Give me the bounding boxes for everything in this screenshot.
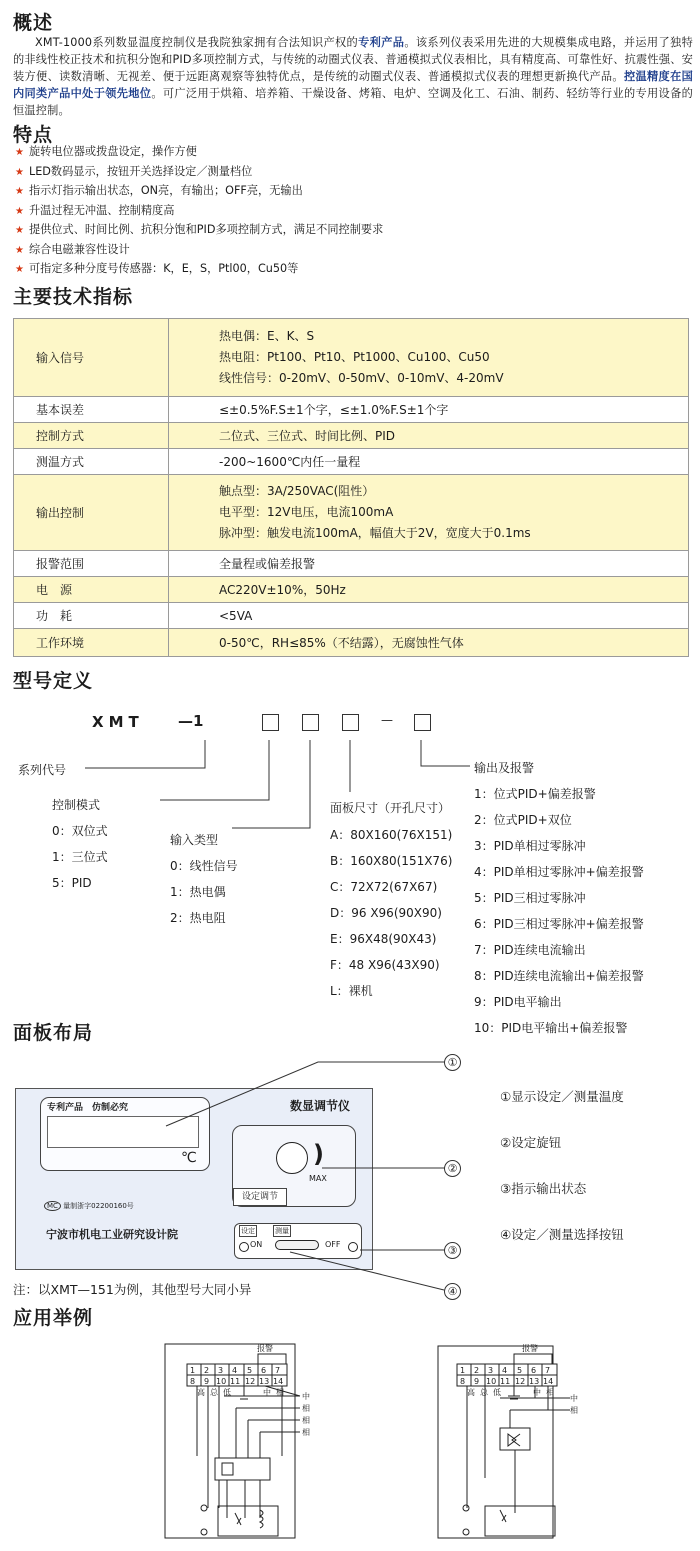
overview-paragraph: XMT-1000系列数显温度控制仪是我院独家拥有合法知识产权的专利产品。该系列仪表采用先进的大规模集成电路，并运用了独特的非线性校正技术和抗积分饱和PID多项控制方式，与传统的动圈式仪表、普通模拟式仪表相比，具有精度高、可靠性好、抗震性强、安装方便、读数清晰、无视差、便于远距离观察等独特优点，是传统的动圈式仪表、普通模拟式仪表的理想更新换代产品。控温精度在国内同类产品中处于领先地位。可广泛用于烘箱、培养箱、干燥设备、烤箱、电炉、空调及化工、石油、制药、轻纺等行业的专用设备的恒温控制。 bbox=[13, 36, 694, 117]
model-code-dash: —1 bbox=[178, 712, 204, 730]
knob-label: 设定调节 bbox=[233, 1188, 287, 1206]
mc-icon: MC bbox=[44, 1201, 61, 1211]
contactor-box bbox=[215, 1458, 270, 1480]
callout-line-1 bbox=[166, 1062, 444, 1126]
terminal-number: 9 bbox=[474, 1377, 480, 1386]
knob-arc-icon: ) bbox=[313, 1140, 324, 1168]
legend-item: ②设定旋钮 bbox=[500, 1135, 562, 1150]
callout-marker: ④ bbox=[444, 1283, 461, 1300]
terminal-number: 10 bbox=[486, 1377, 497, 1386]
star-icon: ★ bbox=[15, 244, 24, 256]
table-row bbox=[14, 577, 689, 603]
heater-box bbox=[485, 1506, 555, 1536]
star-icon: ★ bbox=[15, 225, 24, 236]
terminal-number: 7 bbox=[275, 1366, 281, 1375]
spec-key: 电 源 bbox=[14, 577, 169, 603]
feature-item: ★ 指示灯指示输出状态，ON亮，有输出；OFF亮，无输出 bbox=[15, 184, 303, 197]
panel-size-item: F：48 X96(43X90) bbox=[330, 958, 440, 972]
license-badge: MC 量制浙字02200160号 bbox=[44, 1201, 134, 1211]
terminal-label: 总 bbox=[210, 1388, 218, 1397]
terminal-label: 中 bbox=[263, 1388, 271, 1397]
spec-value: ≤±0.5%F.S±1个字，≤±1.0%F.S±1个字 bbox=[169, 397, 689, 423]
spec-value: 全量程或偏差报警 bbox=[169, 551, 689, 577]
series-leader-line bbox=[85, 740, 205, 768]
output-alarm-item: 5：PID三相过零脉冲 bbox=[474, 891, 586, 905]
terminal-number: 5 bbox=[247, 1366, 253, 1375]
terminal-number: 4 bbox=[502, 1366, 508, 1375]
model-code-dash: — bbox=[381, 713, 393, 727]
line-label: 中 bbox=[570, 1394, 578, 1403]
terminal-number: 13 bbox=[259, 1377, 270, 1386]
terminal-number: 3 bbox=[488, 1366, 494, 1375]
spec-table bbox=[13, 318, 689, 657]
spec-key: 测温方式 bbox=[14, 449, 169, 475]
feature-item: ★ 旋转电位器或拨盘设定，操作方便 bbox=[15, 145, 197, 158]
output-alarm-item: 6：PID三相过零脉冲+偏差报警 bbox=[474, 917, 644, 931]
line-label: 相 bbox=[302, 1416, 310, 1425]
terminal-number: 12 bbox=[245, 1377, 256, 1386]
callout-marker: ① bbox=[444, 1054, 461, 1071]
panel-size-item: D：96 X96(90X90) bbox=[330, 906, 442, 920]
terminal-number: 10 bbox=[216, 1377, 227, 1386]
spec-value: <5VA bbox=[169, 603, 689, 629]
callout-line-4 bbox=[290, 1252, 444, 1290]
input-type-leader-line bbox=[232, 740, 310, 828]
terminal-number: 2 bbox=[204, 1366, 210, 1375]
alarm-label: 报警 bbox=[257, 1344, 273, 1353]
line-label: 相 bbox=[302, 1428, 310, 1437]
panel-size-item: C：72X72(67X67) bbox=[330, 880, 438, 894]
terminal-number: 6 bbox=[531, 1366, 537, 1375]
spec-value: -200~1600℃内任一量程 bbox=[169, 449, 689, 475]
terminal-number: 9 bbox=[204, 1377, 210, 1386]
star-icon: ★ bbox=[15, 166, 24, 178]
output-alarm-item: 7：PID连续电流输出 bbox=[474, 943, 586, 957]
input-type-item: 0：线性信号 bbox=[170, 859, 238, 873]
on-label: ON bbox=[250, 1240, 263, 1249]
terminal-number: 14 bbox=[543, 1377, 554, 1386]
wiring-diagram-right bbox=[430, 1338, 580, 1543]
panel-size-title: 面板尺寸（开孔尺寸） bbox=[330, 801, 451, 815]
table-row bbox=[14, 629, 689, 657]
output-alarm-item: 3：PID单相过零脉冲 bbox=[474, 839, 586, 853]
off-label: OFF bbox=[325, 1240, 341, 1249]
input-type-item: 2：热电阻 bbox=[170, 911, 226, 925]
input-type-item: 1：热电偶 bbox=[170, 885, 226, 899]
terminal-number: 1 bbox=[190, 1366, 196, 1375]
table-row bbox=[14, 397, 689, 423]
feature-item: ★ 升温过程无冲温、控制精度高 bbox=[15, 203, 175, 217]
output-alarm-item: 1：位式PID+偏差报警 bbox=[474, 787, 596, 801]
instrument-title: 数显调节仪 bbox=[290, 1099, 351, 1113]
spec-value: 二位式、三位式、时间比例、PID bbox=[169, 423, 689, 449]
alarm-label: 报警 bbox=[522, 1344, 538, 1353]
terminal-number: 14 bbox=[273, 1377, 284, 1386]
spec-key: 报警范围 bbox=[14, 551, 169, 577]
feature-item: ★ 可指定多种分度号传感器：K，E，S，Ptl00，Cu50等 bbox=[15, 262, 299, 275]
callout-marker: ② bbox=[444, 1160, 461, 1177]
application-heading: 应用举例 bbox=[13, 1307, 94, 1329]
terminal-number: 3 bbox=[218, 1366, 224, 1375]
terminal-label: 相 bbox=[276, 1388, 284, 1397]
line-label: 中 bbox=[302, 1392, 310, 1401]
terminal-number: 8 bbox=[460, 1377, 466, 1386]
panel-size-item: A：80X160(76X151) bbox=[330, 828, 453, 842]
control-mode-leader-line bbox=[160, 740, 269, 800]
maker-name: 宁波市机电工业研究设计院 bbox=[46, 1228, 178, 1241]
terminal-number: 12 bbox=[515, 1377, 526, 1386]
control-mode-item: 0：双位式 bbox=[52, 824, 108, 838]
terminal-number: 4 bbox=[232, 1366, 238, 1375]
spec-value: 0-50℃，RH≤85%（不结露），无腐蚀性气体 bbox=[169, 629, 689, 657]
spec-key: 基本误差 bbox=[14, 397, 169, 423]
output-alarm-item: 2：位式PID+双位 bbox=[474, 813, 572, 827]
control-mode-item: 1：三位式 bbox=[52, 850, 108, 864]
spec-value: AC220V±10%，50Hz bbox=[169, 577, 689, 603]
panel-note: 注：以XMT—151为例，其他型号大同小异 bbox=[13, 1282, 252, 1297]
max-label: MAX bbox=[309, 1174, 327, 1183]
spec-value: 触点型：3A/250VAC(阻性） 电平型：12V电压，电流100mA 脉冲型：触发电流100mA，幅值大于2V，宽度大于0.1ms bbox=[169, 475, 689, 551]
table-row bbox=[14, 475, 689, 551]
wiring-diagram-left bbox=[160, 1338, 330, 1543]
terminal-number: 7 bbox=[545, 1366, 551, 1375]
sensor-icon bbox=[235, 1513, 241, 1525]
feature-item: ★ 提供位式、时间比例、抗积分饱和PID多项控制方式，满足不同控制要求 bbox=[15, 223, 384, 236]
spec-value: 热电偶：E、K、S 热电阻：Pt100、Pt10、Pt1000、Cu100、Cu50 线性信号：0-20mV、0-50mV、0-10mV、4-20mV bbox=[169, 319, 689, 397]
output-alarm-item: 10：PID电平输出+偏差报警 bbox=[474, 1021, 628, 1035]
terminal-label: 高 bbox=[197, 1388, 205, 1397]
model-code-box bbox=[414, 714, 431, 731]
star-icon: ★ bbox=[15, 147, 24, 158]
callout-marker: ③ bbox=[444, 1242, 461, 1259]
overview-heading: 概述 bbox=[13, 12, 54, 34]
star-icon: ★ bbox=[15, 264, 24, 275]
model-heading: 型号定义 bbox=[13, 670, 94, 692]
spec-key: 输入信号 bbox=[14, 319, 169, 397]
model-code-box bbox=[302, 714, 319, 731]
spec-key: 工作环境 bbox=[14, 629, 169, 657]
terminal-label: 高 bbox=[467, 1388, 475, 1397]
sensor-icon bbox=[500, 1510, 506, 1522]
series-label: 系列代号 bbox=[18, 763, 67, 777]
measure-label: 测量 bbox=[275, 1227, 289, 1235]
features-list bbox=[15, 142, 383, 279]
terminal-label: 总 bbox=[480, 1388, 488, 1397]
line-label: 相 bbox=[570, 1406, 578, 1415]
features-heading: 特点 bbox=[13, 124, 54, 146]
model-code-box bbox=[342, 714, 359, 731]
control-mode-title: 控制模式 bbox=[52, 798, 101, 812]
star-icon: ★ bbox=[15, 186, 24, 197]
panel-size-item: B：160X80(151X76) bbox=[330, 854, 453, 868]
panel-size-item: E：96X48(90X43) bbox=[330, 932, 437, 946]
thyristor-icon bbox=[508, 1434, 520, 1446]
input-type-title: 输入类型 bbox=[170, 833, 219, 847]
output-alarm-item: 4：PID单相过零脉冲+偏差报警 bbox=[474, 865, 644, 879]
terminal-label: 低 bbox=[223, 1388, 231, 1397]
spec-key: 输出控制 bbox=[14, 475, 169, 551]
table-row bbox=[14, 319, 689, 397]
feature-item: ★ LED数码显示，按钮开关选择设定／测量档位 bbox=[15, 164, 253, 178]
feature-item: ★ 综合电磁兼容性设计 bbox=[15, 242, 130, 256]
output-alarm-item: 8：PID连续电流输出+偏差报警 bbox=[474, 969, 644, 983]
output-leader-line bbox=[421, 740, 470, 766]
alarm-bracket bbox=[258, 1354, 286, 1364]
panel-size-item: L：裸机 bbox=[330, 984, 373, 998]
table-row bbox=[14, 423, 689, 449]
specs-heading: 主要技术指标 bbox=[13, 286, 134, 308]
table-row bbox=[14, 551, 689, 577]
spec-key: 控制方式 bbox=[14, 423, 169, 449]
alarm-bracket bbox=[514, 1354, 552, 1364]
terminal-number: 2 bbox=[474, 1366, 480, 1375]
terminal-label: 低 bbox=[493, 1388, 501, 1397]
panel-heading: 面板布局 bbox=[13, 1022, 94, 1044]
output-alarm-title: 输出及报警 bbox=[474, 761, 535, 775]
table-row bbox=[14, 449, 689, 475]
control-mode-item: 5：PID bbox=[52, 876, 92, 890]
terminal-number: 11 bbox=[230, 1377, 241, 1386]
legend-item: ③指示输出状态 bbox=[500, 1181, 587, 1196]
output-alarm-item: 9：PID电平输出 bbox=[474, 995, 562, 1009]
terminal-number: 1 bbox=[460, 1366, 466, 1375]
terminal-number: 5 bbox=[517, 1366, 523, 1375]
spec-key: 功 耗 bbox=[14, 603, 169, 629]
legend-item: ①显示设定／测量温度 bbox=[500, 1089, 624, 1104]
terminal-label: 中 bbox=[533, 1388, 541, 1397]
terminal-number: 13 bbox=[529, 1377, 540, 1386]
model-code-prefix: XMT bbox=[92, 713, 144, 731]
table-row bbox=[14, 603, 689, 629]
line-label: 相 bbox=[302, 1404, 310, 1413]
terminal-number: 6 bbox=[261, 1366, 267, 1375]
terminal-number: 11 bbox=[500, 1377, 511, 1386]
star-icon: ★ bbox=[15, 205, 24, 217]
set-label: 设定 bbox=[241, 1227, 255, 1235]
unit-label: ℃ bbox=[181, 1150, 197, 1166]
terminal-label: 相 bbox=[546, 1388, 554, 1397]
terminal-number: 8 bbox=[190, 1377, 196, 1386]
display-tag: 专利产品 仿制必究 bbox=[47, 1103, 129, 1113]
model-code-box bbox=[262, 714, 279, 731]
legend-item: ④设定／测量选择按钮 bbox=[500, 1227, 624, 1242]
